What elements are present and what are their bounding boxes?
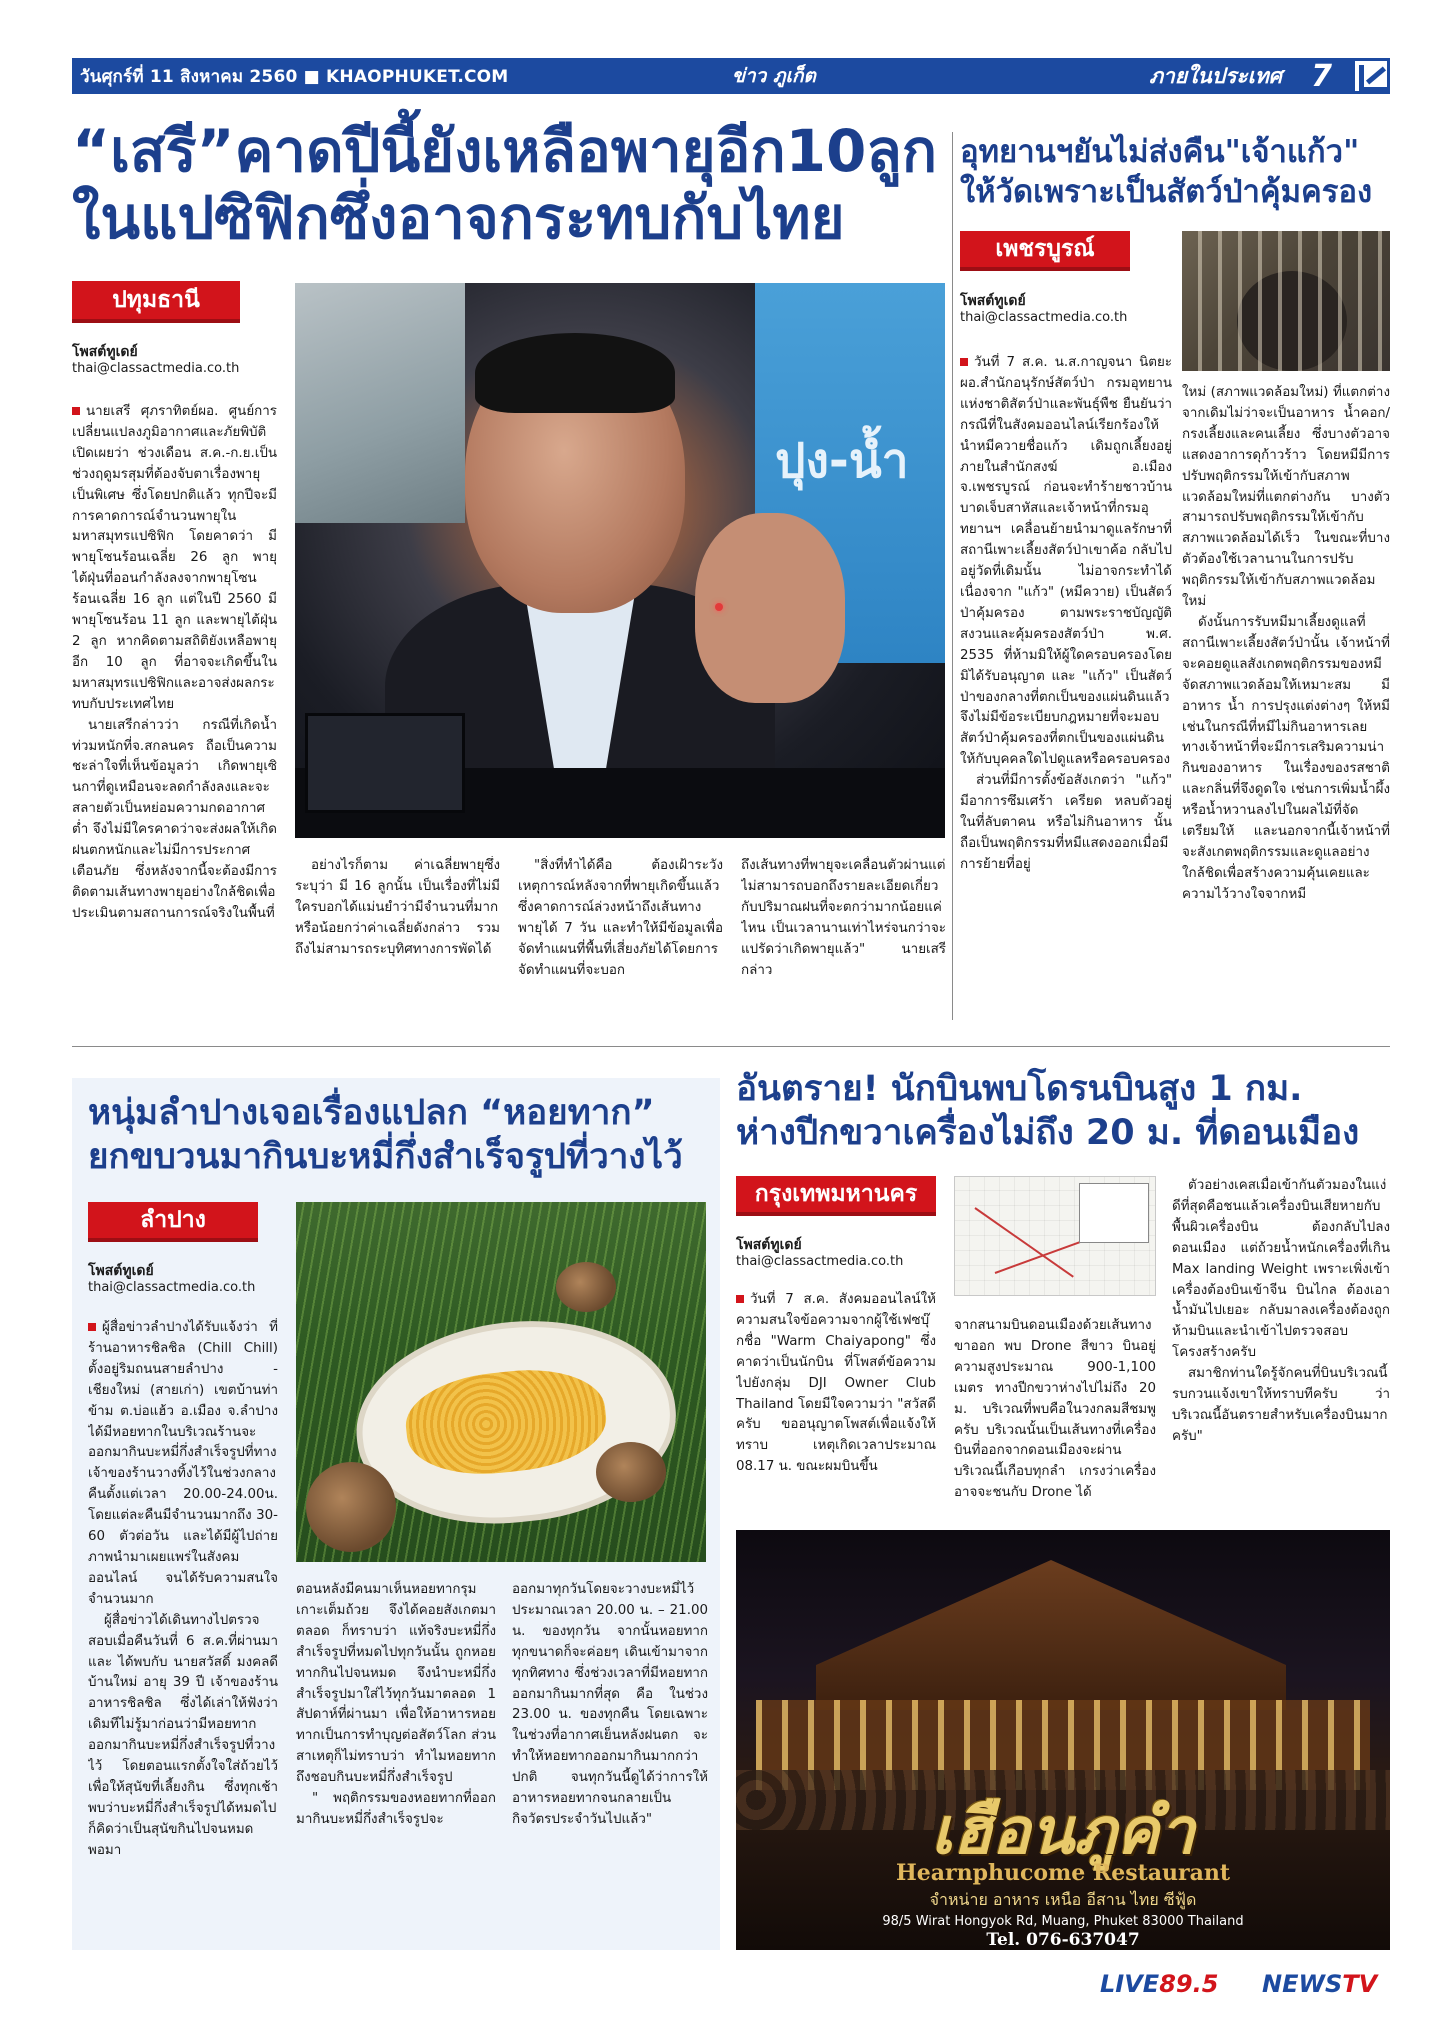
story1-col2-text: อย่างไรก็ตาม ค่าเฉลี่ยพายุซึ่งระบุว่า มี 16 ลูกนั้น เป็นเรื่องที่ไม่มีใครบอกได้แม่นยำว่ามีจำนวนที่มากหรือน้อยกว่าค่าเฉลี่ยดังกล่าว รวมถึงไม่สามารถระบุทิศทางการพัดได้ [295,858,500,957]
bullet-square-icon [736,1295,744,1303]
story2-col1-para2: ส่วนที่มีการตั้งข้อสังเกตว่า "แก้ว" มีอาการซึมเศร้า เครียด หลบตัวอยู่ในที่ลับตาคน หรือไม่กินอาหาร นั้น ถือเป็นพฤติกรรมที่หมีแสดงออกเมื่อมีการย้ายที่อยู่ [960,773,1172,872]
news-tv-logo [1262,1970,1377,1998]
live-radio-logo [1100,1970,1218,1998]
story3-byline-email: thai@classactmedia.co.th [88,1280,256,1296]
ad-address: 98/5 Wirat Hongyok Rd, Muang, Phuket 83000 Thailand [882,1914,1244,1929]
story3-column-3 [512,1580,708,1948]
live-logo-text: LIVE [1100,1970,1160,1998]
story1-col4-text: ถึงเส้นทางที่พายุจะเคลื่อนตัวผ่านแต่ไม่สามารถบอกถึงรายละเอียดเกี่ยวกับปริมาณฝนที่จะตกว่ามากน้อยแค่ไหน เป็นเวลานานเท่าไหร่จนกว่าจะแปรัดว่าเกิดพายุแล้ว" นายเสรี กล่าว [741,858,946,978]
restaurant-advertisement [736,1530,1390,1950]
story2-headline-line2: ให้วัดเพราะเป็นสัตว์ป่าคุ้มครอง [960,174,1373,211]
ad-restaurant-name: Hearnphucome Restaurant [895,1860,1231,1886]
bullet-square-icon [88,1323,96,1331]
story4-location-tag: กรุงเทพมหานคร [736,1176,936,1216]
story3-col2-para1: ตอนหลังมีคนมาเห็นหอยทากรุมเกาะเต็มถ้วย จึงได้คอยสังเกตมาตลอด ก็ทราบว่า แท้จริงบะหมี่กึ่งสำเร็จรูปที่หมดไปทุกวันนั้น ถูกหอยทากกินไปจนหมด จึงนำบะหมี่กึ่งสำเร็จรูปมาใส่ไว้ทุกวันมาตลอด 1 สัปดาห์ที่ผ่านมา เพื่อให้อาหารหอยทากเป็นการทำบุญต่อสัตว์โลก ส่วนสาเหตุก็ไม่ทราบว่า ทำไมหอยทากถึงชอบกินบะหมี่กึ่งสำเร็จรูป [296,1582,496,1786]
story2-column-2 [1182,383,1390,1018]
story3-headline-line1: หนุ่มลำปางเจอเรื่องแปลก “หอยทาก” [88,1093,655,1133]
story1-column-3 [518,856,723,1016]
story1-photo [295,283,945,838]
story3-column-1 [88,1318,278,1948]
snail-shape [556,1262,616,1312]
story2-byline-email: thai@classactmedia.co.th [960,310,1128,326]
story4-headline [736,1068,1390,1156]
story3-snail-photo [296,1202,706,1562]
story3-location-tag: ลำปาง [88,1202,258,1242]
header-section: ภายในประเทศ [1149,63,1282,88]
story3-headline [88,1092,718,1180]
story2-col2-para2: ดังนั้นการรับหมีมาเลี้ยงดูแลที่สถานีเพาะเลี้ยงสัตว์ป่านั้น เจ้าหน้าที่จะคอยดูแลสังเกตพฤติกรรมของหมี จัดสภาพแวดล้อมให้เหมาะสม มีอาหาร น้ำ การปรุงแต่งต่างๆ ให้หมี เช่นในกรณีที่หมีไม่กินอาหารเลย ทางเจ้าหน้าที่จะมีการเสริมความน่ากินของอาหาร ในเรื่องของรสชาติและกลิ่นที่จึงดูดใจ เช่นการเพิ่มน้ำผึ้งหรือน้ำหวานลงไปในผลไม้ที่จัดเตรียมให้ และนอกจากนี้เจ้าหน้าที่จะสังเกตพฤติกรรมและดูแลอย่างใกล้ชิดเพื่อสร้างความคุ้นเคยและความไว้วางใจจากหมี [1182,614,1390,902]
story1-byline-name: โพสต์ทูเดย์ [72,344,138,360]
story1-headline-line2: ในแปซิฟิกซึ่งอาจกระทบกับไทย [72,183,845,252]
story1-column-4 [741,856,946,1016]
story1-headline-line1: “เสรี”คาดปีนี้ยังเหลือพายุอีก10ลูก [72,117,937,185]
story1-column-1 [72,402,277,1020]
snail-shape [306,1462,396,1552]
story4-byline-name: โพสต์ทูเดย์ [736,1237,802,1253]
ad-telephone: Tel. 076-637047 [986,1930,1140,1950]
ad-subtitle: จำหน่าย อาหาร เหนือ อีสาน ไทย ซีฟู้ด [929,1890,1197,1909]
news-logo-text: NEWS [1262,1970,1343,1998]
story3-column-2 [296,1580,496,1948]
story2-headline-line1: อุทยานฯยันไม่ส่งคืน"เจ้าแก้ว" [960,134,1360,170]
story1-headline [72,118,952,251]
snail-shape [596,1442,666,1502]
story2-byline [960,292,1160,327]
story4-column-2 [954,1316,1156,1500]
story2-headline [960,132,1390,213]
story3-byline [88,1262,288,1297]
story2-column-1 [960,353,1172,1018]
story2-byline-name: โพสต์ทูเดย์ [960,293,1026,309]
story1-byline-email: thai@classactmedia.co.th [72,361,240,377]
header-logo: ข่าว ภูเก็ต [732,65,816,87]
story1-col3-text: "สิ่งที่ทำได้คือ ต้องเฝ้าระวังเหตุการณ์หลังจากที่พายุเกิดขึ้นแล้ว ซึ่งคาดการณ์ล่วงหน้าถึงเส้นทางพายุได้ 7 วัน และทำให้มีข้อมูลเพื่อจัดทำแผนที่พื้นที่เสี่ยงภัยได้โดยการจัดทำแผนที่จะบอก [518,858,723,978]
story4-col3-para1: ตัวอย่างเคสเมื่อเข้ากันตัวมองในแง่ดีที่สุดคือชนแล้วเครื่องบินเสียหายกับพื้นผิวเครื่องบิน ต้องกลับไปลงดอนเมือง แต่ถ้วยน้ำหนักเครื่องที่เกิน Max landing Weight เพราะเพิ่งเข้าเครื่องต้องบินเข้าจีน บินไกล ต้องเอาน้ำมันไปเยอะ กลับมาลงเครื่องต้องถูกห้ามบินและนำเข้าไปตรวจสอบโครงสร้างครับ [1172,1178,1390,1361]
story1-column-2 [295,856,500,1016]
backdrop-panel: ปุง-น้ำ [755,283,945,663]
section-divider [72,1046,1390,1047]
story4-col3-para2: สมาชิกท่านใดรู้จักคนที่บินบริเวณนี้รบกวนแจ้งเขาให้ทราบทีครับ ว่าบริเวณนี้อันตรายสำหรับเครื่องบินมากครับ" [1172,1366,1390,1444]
story2-col1-para1: วันที่ 7 ส.ค. น.ส.กาญจนา นิตยะ ผอ.สำนักอนุรักษ์สัตว์ป่า กรมอุทยานแห่งชาติสัตว์ป่าและพันธุ์พืช ยืนยันว่า กรณีที่ในสังคมออนไลน์เรียกร้องให้นำหมีควายชื่อแก้ว เดิมถูกเลี้ยงอยู่ภายในสำนักสงฆ์ อ.เมือง จ.เพชรบูรณ์ ก่อนจะทำร้ายชาวบ้านบาดเจ็บสาหัสและเจ้าหน้าที่กรมอุทยานฯ เคลื่อนย้ายนำมาดูแลรักษาที่สถานีเพาะเลี้ยงสัตว์ป่าเขาค้อ กลับไปอยู่วัดที่เดิมนั้น ไม่อาจกระทำได้ เนื่องจาก "แก้ว" (หมีควาย) เป็นสัตว์ป่าคุ้มครอง ตามพระราชบัญญัติสงวนและคุ้มครองสัตว์ป่า พ.ศ. 2535 ที่ห้ามมิให้ผู้ใดครอบครองโดยมิได้รับอนุญาต และ "แก้ว" เป็นสัตว์ป่าของกลางที่ตกเป็นของแผ่นดินแล้ว จึงไม่มีข้อระเบียบกฎหมายที่จะมอบสัตว์ป่าคุ้มครองที่ตกเป็นของแผ่นดินให้กับบุคคลใดไปดูแลหรือครอบครอง [960,355,1172,768]
story4-column-1 [736,1290,936,1500]
story4-col2-text: จากสนามบินดอนเมืองด้วยเส้นทางขาออก พบ Drone สีขาว บินอยู่ความสูงประมาณ 900-1,100 เมตร ทางปีกขวาห่างไปไม่ถึง 20 ม. บริเวณที่พบคือในวงกลมสีชมพู ครับ บริเวณนั้นเป็นเส้นทางที่เครื่องบินที่ออกจากดอนเมืองจะผ่านบริเวณนี้เกือบทุกลำ เกรงว่าเครื่องอาจจะชนกับ Drone ได้ [954,1318,1156,1500]
story4-col1-text: วันที่ 7 ส.ค. สังคมออนไลน์ให้ความสนใจข้อความจากผู้ใช้เฟซบุ๊กชื่อ "Warm Chaiyapong" ซึ่งคาดว่าเป็นนักบิน ที่โพสต์ข้อความไปยังกลุ่ม DJI Owner Club Thailand โดยมีใจความว่า "สวัสดีครับ ขออนุญาตโพสต์เพื่อแจ้งให้ทราบ เหตุเกิดเวลาประมาณ 08.17 น. ขณะผมบินขึ้น [736,1292,936,1475]
story2-location-tag: เพชรบูรณ์ [960,231,1130,271]
story4-headline-line1: อันตราย! นักบินพบโดรนบินสูง 1 กม. [736,1069,1303,1109]
story3-byline-name: โพสต์ทูเดย์ [88,1263,154,1279]
story1-col1-para1: นายเสรี ศุภราทิตย์ผอ. ศูนย์การเปลี่ยนแปลงภูมิอากาศและภัยพิบัติ เปิดเผยว่า ช่วงเดือน ส.ค.-ก.ย.เป็นช่วงฤดูมรสุมที่ต้องจับตาเรื่องพายุเป็นพิเศษ ซึ่งโดยปกติแล้ว ทุกปีจะมีการคาดการณ์จำนวนพายุในมหาสมุทรแปซิฟิก โดยคาดว่า มีพายุโซนร้อนเฉลี่ย 26 ลูก พายุไต้ฝุ่นที่ออนกำลังลงจากพายุโซนร้อนเฉลี่ย 16 ลูก แต่ในปี 2560 มีพายุโซนร้อน 11 ลูก และพายุไต้ฝุ่น 2 ลูก หากคิดตามสถิติยังเหลือพายุอีก 10 ลูก ที่อาจจะเกิดขึ้นในมหาสมุทรแปซิฟิกและอาจส่งผลกระทบกับประเทศไทย [72,404,277,712]
header-date: วันศุกร์ที่ 11 สิงหาคม 2560 ■ KHAOPHUKET.COM [80,66,509,87]
story3-headline-line2: ยกขบวนมากินบะหมี่กึ่งสำเร็จรูปที่วางไว้ [88,1136,683,1177]
corner-arrow-icon [1352,58,1390,94]
story4-byline [736,1236,936,1271]
page-header [72,58,1390,94]
bullet-square-icon [72,407,80,415]
tv-logo-text: TV [1342,1970,1378,1998]
story4-flight-map [954,1176,1156,1296]
story1-byline [72,343,272,378]
story3-col1-para2: ผู้สื่อข่าวได้เดินทางไปตรวจสอบเมื่อคืนวันที่ 6 ส.ค.ที่ผ่านมา และ ได้พบกับ นายสวัสดิ์ มงคลดี บ้านใหม่ อายุ 39 ปี เจ้าของร้านอาหารชิลชิล ซึ่งได้เล่าให้ฟังว่า เดิมทีไม่รู้มาก่อนว่ามีหอยทากออกมากินบะหมี่กึ่งสำเร็จรูปที่วางไว้ โดยตอนแรกตั้งใจใส่ถ้วยไว้เพื่อให้สุนัขที่เลี้ยงกิน ซึ่งทุกเช้าพบว่าบะหมี่กึ่งสำเร็จรูปได้หมดไป ก็คิดว่าเป็นสุนัขกินไปจนหมด พอมา [88,1612,278,1858]
story3-col3-text: ออกมาทุกวันโดยจะวางบะหมี่ไว้ประมาณเวลา 20.00 น. – 21.00 น. ของทุกวัน จากนั้นหอยทากทุกขนาดก็จะค่อยๆ เดินเข้ามาจากทุกทิศทาง ซึ่งช่วงเวลาที่มีหอยทากออกมากินมากที่สุด คือ ในช่วง 23.00 น. ของทุกคืน โดยเฉพาะในช่วงที่อากาศเย็นหลังฝนตก จะทำให้หอยทากออกมากินมากกว่าปกติ จนทุกวันนี้ดูได้ว่าการให้อาหารหอยทากจนกลายเป็นกิจวัตรประจำวันไปแล้ว" [512,1582,708,1827]
bullet-square-icon [960,358,968,366]
live-logo-frequency: 89.5 [1159,1970,1219,1998]
story1-location-tag: ปทุมธานี [72,281,240,323]
ad-brand-logo: เฮือนภูคำ [930,1794,1196,1869]
page-number: 7 [1311,58,1332,94]
column-divider [952,132,953,1020]
story4-column-3 [1172,1176,1390,1500]
story1-col1-para2: นายเสรีกล่าวว่า กรณีที่เกิดน้ำท่วมหนักที่จ.สกลนคร ถือเป็นความชะล่าใจที่เห็นข้อมูลว่า เกิดพายุเซินกาที่ดูเหมือนจะลดกำลังลงและจะสลายตัวเป็นหย่อมความกดอากาศต่ำ จึงไม่มีใครคาดว่าจะส่งผลให้เกิดฝนตกหนักและไม่มีการประกาศเตือนภัย ซึ่งหลังจากนี้จะต้องมีการติดตามเส้นทางพายุอย่างใกล้ชิดเพื่อประเมินตามสถานการณ์จริงในพื้นที่ [72,717,277,921]
flood-inset [295,283,465,523]
story2-col2-para1: ใหม่ (สภาพแวดล้อมใหม่) ที่แตกต่างจากเดิมไม่ว่าจะเป็นอาหาร น้ำคอก/กรงเลี้ยงและคนเลี้ยง ซึ่งบางตัวอาจแสดงอาการดุก้าวร้าว โดยหมีมีการปรับพฤติกรรมให้เข้ากับสภาพแวดล้อมใหม่ที่แตกต่างกัน บางตัวสามารถปรับพฤติกรรมให้เข้ากับสภาพแวดล้อมได้เร็ว ในขณะที่บางตัวต้องใช้เวลานานในการปรับพฤติกรรมให้เข้ากับสภาพแวดล้อมใหม่ [1182,385,1390,610]
story4-headline-line2: ห่างปีกขวาเครื่องไม่ถึง 20 ม. ที่ดอนเมือง [736,1112,1360,1153]
story3-col2-para2: " พฤติกรรมของหอยทากที่ออกมากินบะหมี่กึ่งสำเร็จรูปจะ [296,1791,496,1827]
story3-col1-para1: ผู้สื่อข่าวลำปางได้รับแจ้งว่า ที่ร้านอาหารชิลชิล (Chill Chill) ตั้งอยู่ริมถนนสายลำปาง - เชียงใหม่ (สายเก่า) เขตบ้านท่าข้าม ต.บ่อแฮ้ว อ.เมือง จ.ลำปาง ได้มีหอยทากในบริเวณร้านจะออกมากินบะหมี่กึ่งสำเร็จรูปที่ทางเจ้าของร้านวางทิ้งไว้ในช่วงกลางคืนตั้งแต่เวลา 20.00-24.00น. โดยแต่ละคืนมีจำนวนมากถึง 30-60 ตัวต่อวัน และได้มีผู้ไปถ่ายภาพนำมาเผยแพร่ในสังคมออนไลน์ จนได้รับความสนใจจำนวนมาก [88,1320,278,1607]
story4-byline-email: thai@classactmedia.co.th [736,1254,904,1270]
story2-bear-photo [1182,231,1390,371]
